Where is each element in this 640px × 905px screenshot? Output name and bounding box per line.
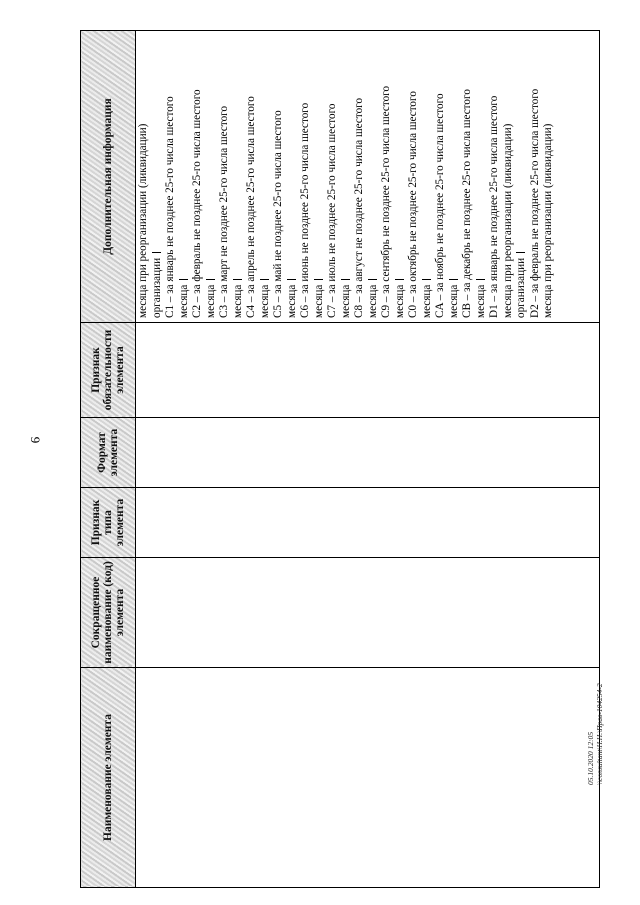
header-element-format: Формат элемента: [81, 418, 136, 488]
cursor-mark-icon: [516, 252, 525, 253]
cursor-mark-icon: [260, 279, 269, 280]
info-line-text: месяца: [258, 284, 271, 318]
info-line-text: C3 – за март не позднее 25-го числа шестого: [218, 105, 230, 318]
info-line: [367, 33, 381, 318]
info-line: [191, 33, 205, 318]
info-line-text: D1 – за январь не позднее 25-го числа шестого: [488, 95, 500, 318]
info-line-text: C7 – за июль не позднее 25-го числа шестого: [326, 103, 338, 318]
info-line-text: C1 – за январь не позднее 25-го числа шестого: [164, 96, 176, 318]
info-line-text: месяца: [393, 284, 406, 318]
cell-element-required: [136, 323, 600, 418]
info-line-text: организации: [150, 257, 163, 318]
cursor-mark-icon: [476, 279, 485, 280]
header-element-code: Сокращенное наименование (код) элемента: [81, 558, 136, 668]
info-line: [326, 33, 340, 318]
info-line: [205, 33, 219, 318]
header-element-type: Признак типа элемента: [81, 488, 136, 558]
info-line-text: D2 – за февраль не позднее 25-го числа шестого: [528, 88, 541, 318]
info-line-text: месяца при реорганизации (ликвидации): [137, 123, 149, 318]
info-line: [259, 33, 273, 318]
info-line: [407, 33, 421, 318]
document-stamp: [586, 665, 604, 785]
info-line: [164, 33, 178, 318]
cursor-mark-icon: [449, 279, 458, 280]
document-stamp-date: 05.10.2020 12:05: [586, 731, 595, 785]
info-line-text: месяца: [447, 284, 460, 318]
cell-element-name: [136, 668, 600, 888]
info-line-text: C6 – за июнь не позднее 25-го числа шестого: [299, 102, 311, 318]
cursor-mark-icon: [422, 279, 431, 280]
info-line: [475, 33, 489, 318]
cursor-mark-icon: [287, 279, 296, 280]
info-line: [245, 33, 259, 318]
info-line: [232, 33, 246, 318]
document-stamp-path: \\consultant\Н.Н.\Прав-104254-2: [595, 683, 604, 785]
info-line-text: месяца: [231, 284, 244, 318]
info-line: [542, 33, 556, 318]
info-line-text: месяца: [339, 284, 352, 318]
rotated-table-container: [80, 31, 600, 888]
info-line: [299, 33, 313, 318]
info-line: [340, 33, 354, 318]
info-line: [178, 33, 192, 318]
cursor-mark-icon: [152, 252, 161, 253]
info-line-text: организации: [515, 257, 527, 318]
format-elements-table: [80, 30, 600, 888]
cell-additional-info: [136, 31, 600, 323]
table-header-row: [81, 31, 136, 888]
info-line: [434, 33, 448, 318]
info-line-text: CA – за ноябрь не позднее 25-го числа шестого: [434, 93, 446, 318]
header-element-name: Наименование элемента: [81, 668, 136, 888]
additional-info-list: [137, 33, 556, 318]
info-line-text: месяца: [312, 284, 325, 318]
info-line: [286, 33, 300, 318]
cell-element-type: [136, 488, 600, 558]
info-line-text: CB – за декабрь не позднее 25-го числа шестого: [461, 89, 473, 318]
info-line: [272, 33, 286, 318]
info-line: [529, 33, 543, 318]
info-line-text: месяца при реорганизации (ликвидации): [542, 123, 554, 318]
info-line: [448, 33, 462, 318]
info-line: [313, 33, 327, 318]
info-line-text: C4 – за апрель не позднее 25-го числа шестого: [245, 96, 257, 318]
cell-element-format: [136, 418, 600, 488]
info-line: [151, 33, 165, 318]
info-line: [218, 33, 232, 318]
info-line-text: месяца: [285, 284, 298, 318]
cursor-mark-icon: [395, 279, 404, 280]
table-row: [136, 31, 600, 888]
info-line-text: C2 – за февраль не позднее 25-го числа шестого: [191, 89, 203, 318]
info-line: [394, 33, 408, 318]
cursor-mark-icon: [314, 279, 323, 280]
header-additional-info: Дополнительная информация: [81, 31, 136, 323]
info-line: [502, 33, 516, 318]
info-line-text: C5 – за май не позднее 25-го числа шестого: [272, 110, 284, 318]
header-element-required: Признак обязательности элемента: [81, 323, 136, 418]
cursor-mark-icon: [206, 279, 215, 280]
info-line: [137, 33, 151, 318]
cursor-mark-icon: [341, 279, 350, 280]
cell-element-code: [136, 558, 600, 668]
info-line: [515, 33, 529, 318]
info-line: [488, 33, 502, 318]
info-line-text: C0 – за октябрь не позднее 25-го числа шестого: [407, 91, 419, 318]
info-line-text: месяца: [177, 284, 190, 318]
cursor-mark-icon: [179, 279, 188, 280]
info-line-text: месяца: [366, 284, 379, 318]
info-line: [461, 33, 475, 318]
info-line-text: месяца: [204, 284, 217, 318]
info-line-text: C9 – за сентябрь не позднее 25-го числа шестого: [380, 85, 392, 318]
cursor-mark-icon: [368, 279, 377, 280]
info-line: [353, 33, 367, 318]
info-line: [421, 33, 435, 318]
info-line-text: C8 – за август не позднее 25-го числа шестого: [353, 97, 365, 318]
info-line-text: месяца: [474, 284, 487, 318]
cursor-mark-icon: [233, 279, 242, 280]
info-line-text: месяца при реорганизации (ликвидации): [501, 123, 514, 318]
info-line-text: месяца: [420, 284, 433, 318]
info-line: [380, 33, 394, 318]
